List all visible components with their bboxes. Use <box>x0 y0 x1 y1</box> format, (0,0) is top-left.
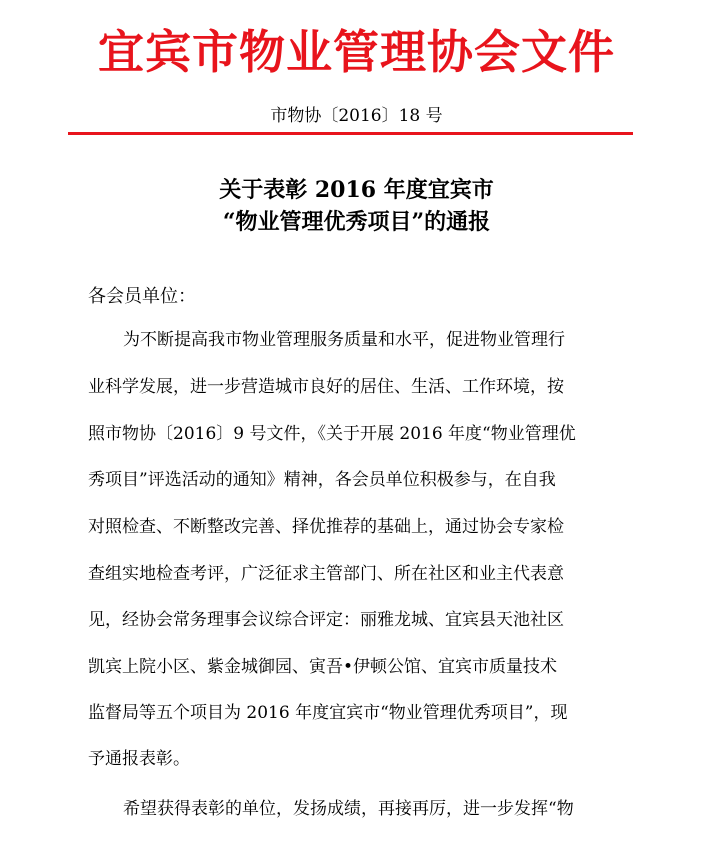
notice-title-line-2: “物业管理优秀项目”的通报 <box>222 209 491 235</box>
body-line: 业科学发展，进一步营造城市良好的居住、生活、工作环境，按 <box>88 377 564 397</box>
body-line: 凯宾上院小区、紫金城御园、寅吾•伊顿公馆、宜宾市质量技术 <box>88 657 558 677</box>
body-line: 对照检查、不断整改完善、择优推荐的基础上，通过协会专家检 <box>88 517 564 537</box>
body-line: 监督局等五个项目为 2016 年度宜宾市“物业管理优秀项目”，现 <box>88 703 568 723</box>
body-line: 希望获得表彰的单位，发扬成绩，再接再厉，进一步发挥“物 <box>123 799 574 819</box>
notice-title-line-1: 关于表彰 2016 年度宜宾市 <box>219 177 494 203</box>
salutation: 各会员单位： <box>88 286 196 307</box>
red-header-rule <box>68 132 633 135</box>
document-number: 市物协〔2016〕18 号 <box>270 106 443 126</box>
body-line: 照市物协〔2016〕9 号文件，《关于开展 2016 年度“物业管理优 <box>88 424 576 444</box>
issuer-header-title: 宜宾市物业管理协会文件 <box>98 25 615 79</box>
body-line: 予通报表彰。 <box>88 749 190 769</box>
body-line: 见，经协会常务理事会议综合评定：丽雅龙城、宜宾县天池社区 <box>88 610 564 630</box>
body-line: 查组实地检查考评，广泛征求主管部门、所在社区和业主代表意 <box>88 564 564 584</box>
body-line: 秀项目”评选活动的通知》精神，各会员单位积极参与，在自我 <box>88 470 556 490</box>
body-line: 为不断提高我市物业管理服务质量和水平，促进物业管理行 <box>123 330 565 350</box>
